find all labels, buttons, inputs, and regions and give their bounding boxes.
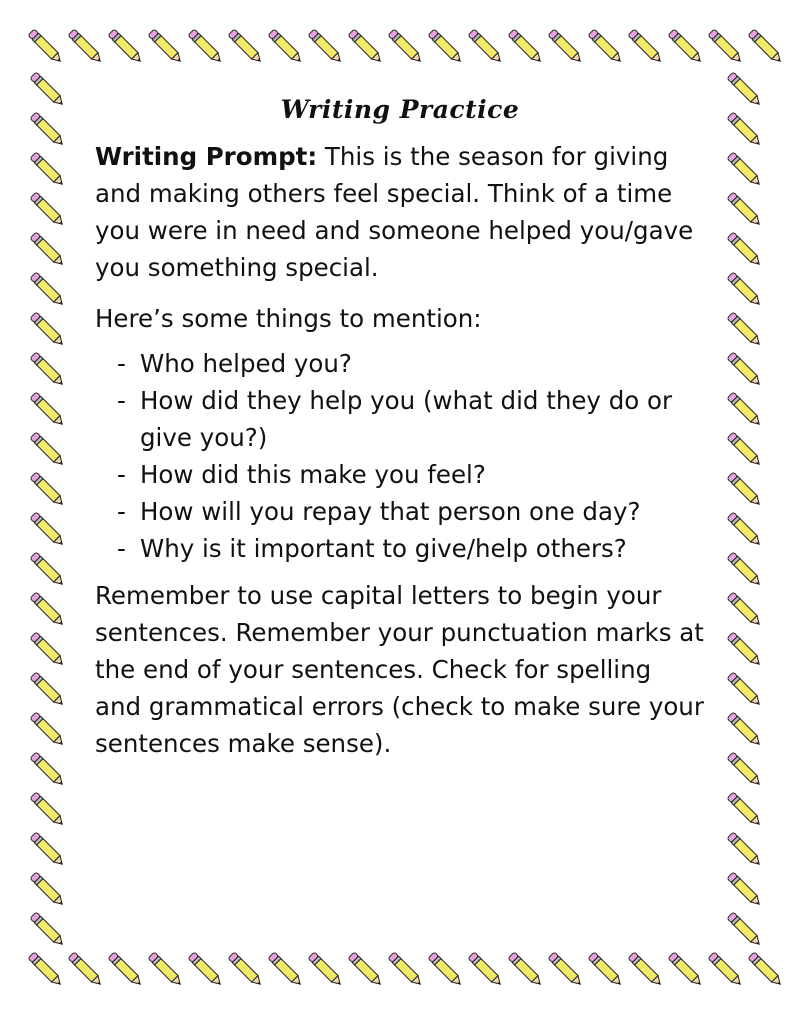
pencil-icon (30, 912, 66, 948)
bullet-dash: - (117, 534, 126, 563)
pencil-icon (727, 872, 763, 908)
pencil-icon (30, 432, 66, 468)
prompt-text: This is the season for giving and making others feel special. Think of a time you were in need and someone helped you/gave you something special. (95, 142, 694, 282)
list-item-text: Who helped you? (140, 349, 352, 378)
pencil-icon (348, 29, 384, 65)
pencil-icon (468, 952, 504, 988)
pencil-icon (30, 592, 66, 628)
pencil-icon (68, 952, 104, 988)
pencil-icon (727, 712, 763, 748)
pencil-icon (727, 432, 763, 468)
pencil-icon (727, 632, 763, 668)
pencil-icon (268, 952, 304, 988)
pencil-icon (30, 472, 66, 508)
writing-prompt (95, 138, 705, 286)
pencil-icon (30, 392, 66, 428)
list-item (95, 493, 705, 530)
points-list (95, 345, 705, 567)
pencil-icon (428, 952, 464, 988)
pencil-icon (108, 952, 144, 988)
pencil-icon (548, 952, 584, 988)
pencil-icon (628, 952, 664, 988)
pencil-icon (30, 312, 66, 348)
pencil-icon (30, 832, 66, 868)
pencil-icon (548, 29, 584, 65)
bullet-dash: - (117, 386, 126, 415)
pencil-icon (727, 72, 763, 108)
pencil-icon (28, 952, 64, 988)
list-item-text: Why is it important to give/help others? (140, 534, 627, 563)
pencil-icon (30, 872, 66, 908)
pencil-icon (308, 29, 344, 65)
list-item (95, 530, 705, 567)
pencil-icon (588, 29, 624, 65)
pencil-icon (628, 29, 664, 65)
pencil-icon (30, 152, 66, 188)
pencil-icon (30, 512, 66, 548)
pencil-icon (30, 192, 66, 228)
pencil-icon (727, 192, 763, 228)
pencil-icon (727, 672, 763, 708)
pencil-icon (727, 552, 763, 588)
pencil-icon (268, 29, 304, 65)
list-item-text: How will you repay that person one day? (140, 497, 641, 526)
pencil-icon (28, 29, 64, 65)
pencil-icon (30, 232, 66, 268)
pencil-icon (468, 29, 504, 65)
pencil-icon (30, 752, 66, 788)
pencil-icon (30, 712, 66, 748)
pencil-icon (727, 112, 763, 148)
pencil-icon (30, 672, 66, 708)
pencil-icon (30, 112, 66, 148)
pencil-icon (30, 792, 66, 828)
pencil-icon (228, 952, 264, 988)
pencil-icon (188, 952, 224, 988)
pencil-icon (668, 29, 704, 65)
worksheet-content (95, 95, 705, 776)
pencil-icon (727, 592, 763, 628)
pencil-icon (588, 952, 624, 988)
list-item (95, 382, 705, 456)
pencil-icon (228, 29, 264, 65)
pencil-icon (388, 29, 424, 65)
list-item (95, 345, 705, 382)
pencil-icon (748, 952, 784, 988)
pencil-icon (727, 832, 763, 868)
pencil-icon (30, 552, 66, 588)
list-item (95, 456, 705, 493)
list-item-text: How did this make you feel? (140, 460, 486, 489)
pencil-icon (727, 152, 763, 188)
things-to-mention-intro: Here’s some things to mention: (95, 304, 482, 333)
pencil-icon (388, 952, 424, 988)
pencil-icon (748, 29, 784, 65)
pencil-icon (727, 352, 763, 388)
pencil-icon (668, 952, 704, 988)
pencil-icon (727, 512, 763, 548)
pencil-icon (727, 272, 763, 308)
pencil-icon (727, 232, 763, 268)
pencil-icon (428, 29, 464, 65)
pencil-icon (108, 29, 144, 65)
pencil-icon (148, 29, 184, 65)
pencil-icon (727, 312, 763, 348)
bullet-dash: - (117, 497, 126, 526)
pencil-icon (30, 352, 66, 388)
pencil-icon (727, 472, 763, 508)
pencil-icon (508, 29, 544, 65)
pencil-icon (708, 29, 744, 65)
pencil-icon (727, 912, 763, 948)
reminder-paragraph: Remember to use capital letters to begin your sentences. Remember your punctuation marks at the end of your sentences. Check for spelling and grammatical errors (check to make sure your sentences make sense). (95, 581, 704, 758)
list-item-text: How did they help you (what did they do or give you?) (140, 386, 673, 452)
pencil-icon (30, 72, 66, 108)
bullet-dash: - (117, 460, 126, 489)
page-title: Writing Practice (280, 95, 520, 124)
pencil-icon (188, 29, 224, 65)
pencil-icon (727, 392, 763, 428)
pencil-icon (708, 952, 744, 988)
pencil-icon (148, 952, 184, 988)
pencil-icon (68, 29, 104, 65)
prompt-label: Writing Prompt: (95, 142, 318, 171)
pencil-icon (727, 752, 763, 788)
pencil-icon (30, 272, 66, 308)
pencil-icon (30, 632, 66, 668)
pencil-icon (348, 952, 384, 988)
pencil-icon (508, 952, 544, 988)
pencil-icon (308, 952, 344, 988)
bullet-dash: - (117, 349, 126, 378)
pencil-icon (727, 792, 763, 828)
